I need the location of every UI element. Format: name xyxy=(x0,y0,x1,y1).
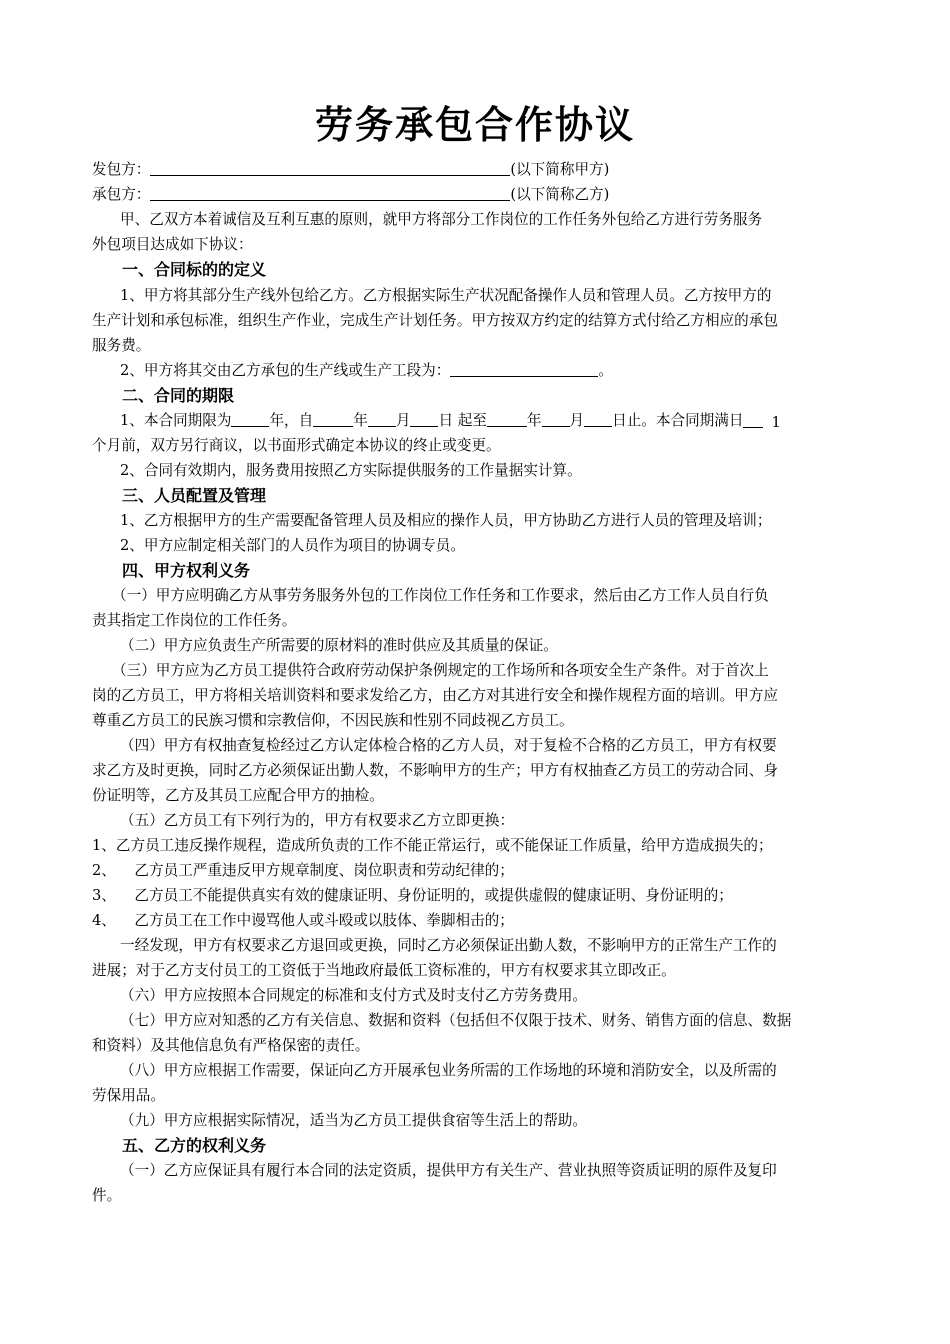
s1-p1-line-1: 1、甲方将其部分生产线外包给乙方。乙方根据实际生产状况配备操作人员和管理人员。乙方按甲方的 xyxy=(120,287,772,304)
s3-p2: 2、甲方应制定相关部门的人员作为项目的协调专员。 xyxy=(120,537,465,554)
section-4-heading: 四、甲方权利义务 xyxy=(122,561,251,580)
party-b-line xyxy=(92,183,872,207)
s1-p2-end: 。 xyxy=(598,362,613,379)
document-title: 劳务承包合作协议 xyxy=(314,103,635,147)
s1-p1-line-3: 服务费。 xyxy=(92,337,151,354)
s4-i1-line-2: 责其指定工作岗位的工作任务。 xyxy=(92,612,297,629)
party-a-label: 发包方： xyxy=(92,161,151,178)
party-b-label: 承包方： xyxy=(92,186,151,203)
s4-i8-line-2: 劳保用品。 xyxy=(92,1087,165,1104)
s4-i3-line-2: 岗的乙方员工，甲方将相关培训资料和要求发给乙方，由乙方对其进行安全和操作规程方面的培训。甲方应 xyxy=(92,687,778,704)
s2-to-text: 日 起至 xyxy=(438,412,487,429)
notice-months-value: 1 xyxy=(743,411,763,428)
s4-i4-line-1: （四）甲方有权抽查复检经过乙方认定体检合格的乙方人员，对于复检不合格的乙方员工，甲方有权要 xyxy=(120,737,777,754)
section-2-heading: 二、合同的期限 xyxy=(122,386,235,405)
section-5-heading: 五、乙方的权利义务 xyxy=(122,1136,267,1155)
s2-end-year-text: 年 xyxy=(526,412,542,429)
s1-p2-blank xyxy=(450,360,598,377)
s4-i4-line-3: 份证明等，乙方及其员工应配合甲方的抽检。 xyxy=(92,787,384,804)
s4-i5-item-1: 1、乙方员工违反操作规程，造成所负责的工作不能正常运行，或不能保证工作质量，给甲方造成损失的； xyxy=(92,837,773,854)
s1-p2 xyxy=(92,359,872,383)
intro-line-1: 甲、乙双方本着诚信及互利互惠的原则，就甲方将部分工作岗位的工作任务外包给乙方进行劳务服务 xyxy=(120,211,763,228)
s4-i5-after-line-1: 一经发现，甲方有权要求乙方退回或更换，同时乙方必须保证出勤人数，不影响甲方的正常生产工作的 xyxy=(120,937,777,954)
end-year-blank xyxy=(487,410,527,427)
s3-p1: 1、乙方根据甲方的生产需要配备管理人员及相应的操作人员，甲方协助乙方进行人员的管理及培训； xyxy=(120,512,772,529)
s2-month-text: 月 xyxy=(395,412,411,429)
s4-i3-line-3: 尊重乙方员工的民族习惯和宗教信仰，不因民族和性别不同歧视乙方员工。 xyxy=(92,712,574,729)
s4-i5-item-3: 3、 乙方员工不能提供真实有效的健康证明、身份证明的，或提供虚假的健康证明、身份证明的； xyxy=(92,887,733,904)
s4-i4-line-2: 求乙方及时更换，同时乙方必须保证出勤人数，不影响甲方的生产；甲方有权抽查乙方员工的劳动合同、身 xyxy=(92,762,778,779)
s1-p1-line-2: 生产计划和承包标准，组织生产作业，完成生产计划任务。甲方按双方约定的结算方式付给乙方相应的承包 xyxy=(92,312,778,329)
s2-from-text: 年，自 xyxy=(269,412,314,429)
s4-i5: （五）乙方员工有下列行为的，甲方有权要求乙方立即更换： xyxy=(120,812,515,829)
s2-expiry-text: 日止。本合同期满日 xyxy=(612,412,744,429)
s4-i8-line-1: （八）甲方应根据工作需要，保证向乙方开展承包业务所需的工作场地的环境和消防安全，以及所需的 xyxy=(120,1062,777,1079)
s4-i3-line-1: （三）甲方应为乙方员工提供符合政府劳动保护条例规定的工作场所和各项安全生产条件。对于首次上 xyxy=(112,662,769,679)
party-a-blank xyxy=(150,159,510,176)
start-day-blank xyxy=(410,410,438,427)
end-day-blank xyxy=(584,410,612,427)
s4-i2: （二）甲方应负责生产所需要的原材料的准时供应及其质量的保证。 xyxy=(120,637,558,654)
s4-i5-item-4: 4、 乙方员工在工作中谩骂他人或斗殴或以肢体、拳脚相击的； xyxy=(92,912,514,929)
s2-p1-line-1 xyxy=(92,409,872,433)
party-a-suffix: (以下简称甲方) xyxy=(510,161,610,178)
party-b-suffix: (以下简称乙方) xyxy=(510,186,610,203)
s4-i1-line-1: （一）甲方应明确乙方从事劳务服务外包的工作岗位工作任务和工作要求，然后由乙方工作人员自行负 xyxy=(112,587,769,604)
s4-i7-line-2: 和资料）及其他信息负有严格保密的责任。 xyxy=(92,1037,370,1054)
end-month-blank xyxy=(542,410,570,427)
section-1-heading: 一、合同标的的定义 xyxy=(122,260,267,279)
start-year-blank xyxy=(313,410,353,427)
start-month-blank xyxy=(368,410,396,427)
term-years-blank xyxy=(231,410,269,427)
party-a-line xyxy=(92,158,872,182)
s5-i1-line-1: （一）乙方应保证具有履行本合同的法定资质，提供甲方有关生产、营业执照等资质证明的原件及复印 xyxy=(120,1162,777,1179)
s4-i7-line-1: （七）甲方应对知悉的乙方有关信息、数据和资料（包括但不仅限于技术、财务、销售方面的信息、数据 xyxy=(120,1012,792,1029)
s4-i9: （九）甲方应根据实际情况，适当为乙方员工提供食宿等生活上的帮助。 xyxy=(120,1112,588,1129)
s2-p2: 2、合同有效期内，服务费用按照乙方实际提供服务的工作量据实计算。 xyxy=(120,462,582,479)
intro-line-2: 外包项目达成如下协议： xyxy=(92,236,253,253)
s4-i5-item-2: 2、 乙方员工严重违反甲方规章制度、岗位职责和劳动纪律的； xyxy=(92,862,514,879)
s4-i6: （六）甲方应按照本合同规定的标准和支付方式及时支付乙方劳务费用。 xyxy=(120,987,588,1004)
s2-end-month-text: 月 xyxy=(569,412,585,429)
s2-term-text: 1、本合同期限为 xyxy=(120,412,232,429)
s2-p1-line-2: 个月前，双方另行商议，以书面形式确定本协议的终止或变更。 xyxy=(92,437,501,454)
s1-p2-text: 2、甲方将其交由乙方承包的生产线或生产工段为： xyxy=(120,362,451,379)
section-3-heading: 三、人员配置及管理 xyxy=(122,486,267,505)
s4-i5-after-line-2: 进展；对于乙方支付员工的工资低于当地政府最低工资标准的，甲方有权要求其立即改正。 xyxy=(92,962,676,979)
party-b-blank xyxy=(150,184,510,201)
s2-year-text: 年 xyxy=(353,412,368,429)
s5-i1-line-2: 件。 xyxy=(92,1187,122,1204)
